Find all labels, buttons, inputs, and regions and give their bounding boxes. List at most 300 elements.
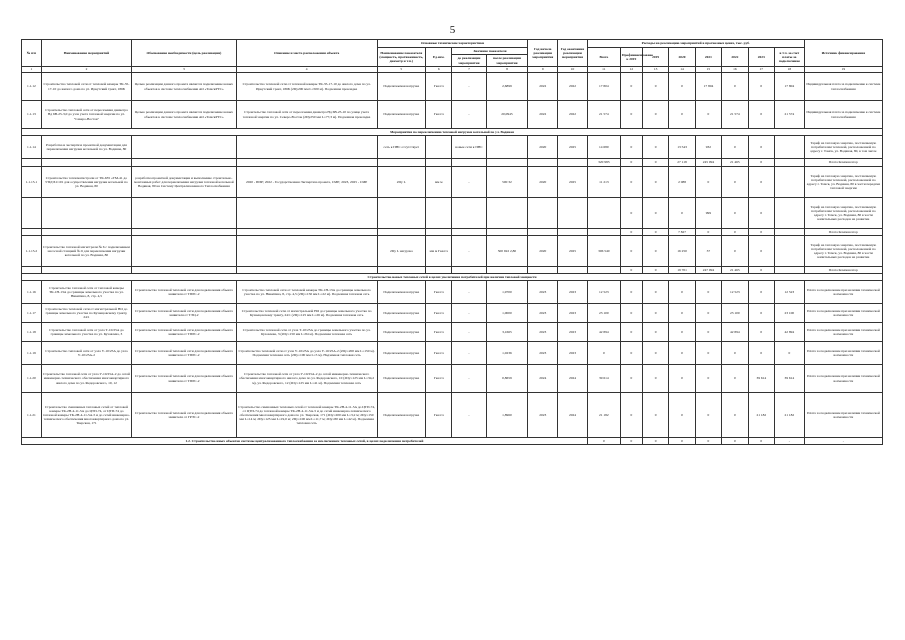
measure-name	[41, 267, 131, 274]
param-name: Подключаемая нагрузка	[377, 342, 425, 365]
year-start	[528, 159, 558, 167]
cost-2022: 0	[722, 73, 748, 101]
row-number: 1.1.21	[22, 393, 42, 438]
cost-2021: 0	[695, 304, 721, 323]
cost-2022: 0	[722, 365, 748, 393]
cost-2020: 0	[669, 101, 695, 129]
justification: Строительство тепловой тепловой сети для подключения объекта заявителя от ТПРС-2	[132, 323, 237, 342]
table-row	[22, 101, 883, 129]
column-number: 3	[132, 67, 237, 73]
cost-2019: 0	[642, 323, 668, 342]
table-row	[22, 342, 883, 365]
cost-2022: 0	[722, 393, 748, 438]
cost-financed: 0	[620, 438, 642, 445]
cost-total: 0	[587, 438, 620, 445]
financing-source: Плата за подключение при наличии технической возможности	[804, 342, 882, 365]
row-number	[22, 198, 42, 229]
header-unit: Ед.изм.	[426, 48, 452, 67]
cost-2023: 0	[748, 229, 774, 236]
justification	[132, 159, 237, 167]
param-name: Подключаемая нагрузка	[377, 393, 425, 438]
header-total: Всего	[587, 48, 620, 67]
justification: Целью реализации данного проекта является подключение новых объектов к системе теплоснабжения АО «ТомскРТС»	[132, 101, 237, 129]
cost-2023: 0	[748, 167, 774, 198]
column-number: 12	[620, 67, 642, 73]
row-number: 1.1.19	[22, 342, 42, 365]
year-start: 2023	[528, 393, 558, 438]
page-number: 5	[449, 24, 456, 36]
cost-connection-fee	[774, 198, 804, 229]
cost-2021: 0	[695, 438, 721, 445]
cost-2021: 247 094	[695, 267, 721, 274]
table-row	[22, 73, 883, 101]
value-before	[452, 229, 486, 236]
cost-financed: 0	[620, 73, 642, 101]
year-start: 2022	[528, 73, 558, 101]
cost-2022: 21 465	[722, 159, 748, 167]
param-name	[377, 267, 425, 274]
cost-total: 320 983	[587, 159, 620, 167]
row-number: 1.1.15.2	[22, 236, 42, 267]
column-number: 9	[528, 67, 558, 73]
cost-financed: 0	[620, 281, 642, 304]
justification: разработка проектной документации и выполнение строительно-монтажных работ для переключения нагрузки тепловой котельной Водяная, 80 на Систему Централизованного Теплоснабжения	[132, 167, 237, 198]
year-end: 2024	[558, 365, 588, 393]
measure-name	[41, 198, 131, 229]
unit: Гкал/ч	[426, 323, 452, 342]
cost-2022: 21 574	[722, 101, 748, 129]
table-row	[22, 236, 883, 267]
table-row	[22, 167, 883, 198]
cost-2022: 0	[722, 136, 748, 159]
header-y2020: 2020	[669, 48, 695, 67]
cost-2022: 0	[722, 342, 748, 365]
cost-2022: 23 100	[722, 304, 748, 323]
justification	[132, 229, 237, 236]
param-name: Подключаемая нагрузка	[377, 281, 425, 304]
cost-2020: 19 701	[669, 267, 695, 274]
description: 2020 - ПИР; 2022 - Государственная Экспертиза проекта, СМР; 2023, 2025 - СМР	[236, 167, 377, 198]
cost-2020: 0	[669, 342, 695, 365]
cost-total: 0	[587, 342, 620, 365]
param-name: Подключаемая нагрузка	[377, 101, 425, 129]
cost-2023: 0	[748, 323, 774, 342]
cost-2022: 42 894	[722, 323, 748, 342]
measure-name: Строительство тепловой сети от тепловой камеры ТК-35-17-10 до жилого дома по ул. Иркутский тракт, 186Б	[41, 73, 131, 101]
column-number: 14	[669, 67, 695, 73]
financing-source: Индивидуальная плата за подключение к системе теплоснабжения	[804, 101, 882, 129]
cost-2023: 0	[748, 236, 774, 267]
financing-source: Тариф на тепловую энергию, поставляемую потребителям тепловой, расположенной по адресу г. Томск, ул. Водяная, 80 в части капитальных расходов на развитие	[804, 198, 882, 229]
header-n: № п/п	[22, 40, 42, 67]
cost-total	[587, 267, 620, 274]
cost-connection-fee: 23 100	[774, 304, 804, 323]
header-value-before: до реализации мероприятия	[452, 55, 486, 67]
cost-total: 306 540	[587, 236, 620, 267]
cost-total: 39 614	[587, 365, 620, 393]
value-before: -	[452, 73, 486, 101]
header-value-after: после реализации мероприятия	[486, 55, 528, 67]
unit: Гкал/ч	[426, 365, 452, 393]
param-name: Подключаемая нагрузка	[377, 304, 425, 323]
cost-2021: 0	[695, 167, 721, 198]
cost-connection-fee	[774, 236, 804, 267]
financing-source: Тариф на тепловую энергию, поставляемую потребителям тепловой, расположенной по адресу г. Томск, ул. Водяная, 80, в том числе	[804, 136, 882, 159]
value-before: новые сети к ПНС	[452, 136, 486, 159]
header-tariff: в т.ч. за счет платы за подключение	[774, 48, 804, 67]
cost-total	[587, 229, 620, 236]
cost-2020: 2 088	[669, 167, 695, 198]
cost-connection-fee: 0	[774, 342, 804, 365]
measure-name: Строительство тепловой сети от узла Т-10/25А до границы земельного участка по ул. Кузовлева, 3	[41, 323, 131, 342]
description: Строительство тепловой сети от узла Т-10/25А до границы земельного участка по ул. Кузовлева, 3 (2Dу=150 мм L=84 м). Подземная тепловая сеть	[236, 323, 377, 342]
year-end: 2025	[558, 236, 588, 267]
cost-total: 12 523	[587, 281, 620, 304]
cost-2019: 0	[642, 342, 668, 365]
cost-2020: 0	[669, 393, 695, 438]
cost-total	[587, 198, 620, 229]
section-row	[22, 274, 883, 281]
cost-2020: 13 543	[669, 136, 695, 159]
measure-name	[41, 229, 131, 236]
row-number: 1.1.14	[22, 136, 42, 159]
unit: мм м Гкал/ч	[426, 236, 452, 267]
cost-financed: 0	[620, 365, 642, 393]
header-row-1	[22, 40, 883, 48]
row-number	[22, 159, 42, 167]
column-number: 17	[748, 67, 774, 73]
financing-source: Плата за подключение при наличии технической возможности	[804, 281, 882, 304]
year-end	[558, 229, 588, 236]
cost-2021: 0	[695, 342, 721, 365]
cost-2022: 0	[722, 438, 748, 445]
cost-2019: 0	[642, 198, 668, 229]
table-row	[22, 159, 883, 167]
cost-2022: 0	[722, 236, 748, 267]
column-number: 2	[41, 67, 131, 73]
value-after: 20,0945	[486, 101, 528, 129]
year-start	[528, 229, 558, 236]
unit: мм м	[426, 167, 452, 198]
value-before: -	[452, 304, 486, 323]
measure-name: Разработка и экспертиза проектной документации для переключения нагрузки котельной по ул. Водяная, 80	[41, 136, 131, 159]
measure-name: Строительство смешанных тепловых сетей от тепловой камеры ТК-2Н-4-11-5А до ЦТП-74, от ЦТП-74 до тепловой камеры ТК-2Н-4-11-5А-5 и до сетей инженерно-технического обеспечения многоквартирного дома по ул. Тверская, 171	[41, 393, 131, 438]
row-number: 1.1.18	[22, 323, 42, 342]
column-number: 7	[452, 67, 486, 73]
header-year-start: Год начала реализации мероприятия	[528, 40, 558, 67]
unit	[426, 159, 452, 167]
cost-2019: 0	[642, 281, 668, 304]
cost-2019: 0	[642, 304, 668, 323]
cost-2023: 0	[748, 281, 774, 304]
year-end: 2022	[558, 101, 588, 129]
cost-2020: 7 827	[669, 229, 695, 236]
section-row	[22, 129, 883, 136]
value-after	[486, 136, 528, 159]
cost-financed: 0	[620, 267, 642, 274]
unit: Гкал/ч	[426, 101, 452, 129]
value-after: 1,8960	[486, 393, 528, 438]
year-start	[528, 267, 558, 274]
column-number: 8	[486, 67, 528, 73]
cost-2022: 0	[722, 198, 748, 229]
cost-2023: 0	[748, 267, 774, 274]
value-before: -	[452, 236, 486, 267]
table-row	[22, 229, 883, 236]
section-title: Мероприятия по переключению тепловой нагрузки котельной по ул. Водяная	[22, 129, 883, 136]
header-year-end: Год окончания реализации мероприятия	[558, 40, 588, 67]
column-number: 18	[774, 67, 804, 73]
cost-financed: 0	[620, 304, 642, 323]
column-number: 16	[722, 67, 748, 73]
financing-source: Индивидуальная плата за подключение к системе теплоснабжения	[804, 73, 882, 101]
cost-2020: 27 118	[669, 159, 695, 167]
param-name	[377, 229, 425, 236]
unit: Гкал/ч	[426, 73, 452, 101]
financing-source: Плата за подключение при наличии технической возможности	[804, 304, 882, 323]
column-number: 13	[642, 67, 668, 73]
header-value-group: Значение показателя	[452, 48, 528, 55]
year-end: 2023	[558, 323, 588, 342]
row-number: 1.1.13	[22, 101, 42, 129]
cost-2023: 0	[748, 159, 774, 167]
table-row	[22, 198, 883, 229]
description	[236, 159, 377, 167]
cost-2020: 0	[669, 365, 695, 393]
year-end: 2023	[558, 342, 588, 365]
unit	[426, 229, 452, 236]
description: Строительство тепловой сети от тепловой камеры ТК-1Н-13А до границы земельного участка по ул. Никитина, 8, стр. 4,5 (2Dу=150 мм L=22 м). Подземная тепловая сеть	[236, 281, 377, 304]
param-name	[377, 159, 425, 167]
table-row	[22, 267, 883, 274]
unit	[426, 267, 452, 274]
value-after	[486, 159, 528, 167]
measure-name: Строительство тепловой сети от тепловой камеры ТК-1Н-13А до границы земельного участка по ул. Никитина, 8, стр. 4,5	[41, 281, 131, 304]
cost-total: 17 804	[587, 73, 620, 101]
param-name: Подключаемая нагрузка	[377, 73, 425, 101]
year-end	[558, 267, 588, 274]
row-number: 1.1.12	[22, 73, 42, 101]
cost-total: 14 680	[587, 136, 620, 159]
section-title: Строительство новых тепловых сетей в целях увеличения потребителей при наличии тепловой мощности	[22, 274, 883, 281]
cost-2019: 0	[642, 159, 668, 167]
measure-name	[41, 159, 131, 167]
cost-2022: 21 465	[722, 267, 748, 274]
header-y2022: 2022	[722, 48, 748, 67]
cost-2021: 932	[695, 136, 721, 159]
cost-connection-fee	[774, 167, 804, 198]
cost-2023: 0	[748, 101, 774, 129]
header-done: Профинансировано к 2019	[620, 48, 642, 67]
cost-connection-fee	[774, 267, 804, 274]
column-number: 10	[558, 67, 588, 73]
financing-source: Плата за подключение при наличии технической возможности	[804, 393, 882, 438]
justification: Строительство тепловой тепловой сети для подключения объекта заявителя от ТПРС-2	[132, 342, 237, 365]
measure-name: Строительство тепловой магистрали № 6 с подключением насосной станцией № 6 для переключения нагрузки котельной по ул. Водяная, 80	[41, 236, 131, 267]
cost-2020: 0	[669, 198, 695, 229]
cost-2022: 0	[722, 167, 748, 198]
cost-2021: 0	[695, 281, 721, 304]
description: Строительство тепловой сети от тепловой камеры ТК-35-17-10 до жилого дома по ул. Иркутский тракт, 186Б (2Dу200 мм L=500 м). Подземная прокладка	[236, 73, 377, 101]
cost-connection-fee: 42 894	[774, 323, 804, 342]
year-end: 2023	[558, 304, 588, 323]
value-after: 1,9700	[486, 281, 528, 304]
value-after: 0,8659	[486, 365, 528, 393]
footer-row	[22, 438, 883, 445]
cost-financed: 0	[620, 136, 642, 159]
cost-connection-fee	[774, 229, 804, 236]
cost-connection-fee: 21 182	[774, 393, 804, 438]
row-number: 1.1.17	[22, 304, 42, 323]
year-start: 2022	[528, 101, 558, 129]
unit	[426, 136, 452, 159]
value-after	[486, 198, 528, 229]
row-number	[22, 229, 42, 236]
column-number: 6	[426, 67, 452, 73]
cost-2019: 0	[642, 101, 668, 129]
cost-financed: 0	[620, 101, 642, 129]
header-y2019: 2019	[642, 48, 668, 67]
table-row	[22, 393, 883, 438]
cost-connection-fee: -	[774, 438, 804, 445]
cost-2021: 999	[695, 198, 721, 229]
value-before: -	[452, 167, 486, 198]
justification	[132, 198, 237, 229]
param-name: Подключаемая нагрузка	[377, 323, 425, 342]
financing-source: Плата Компенсатор	[804, 229, 882, 236]
cost-2019: 0	[642, 438, 668, 445]
justification: Строительство тепловой тепловой сети для подключения объекта заявителя от ТПРС-2	[132, 281, 237, 304]
param-name: Подключаемая нагрузка	[377, 365, 425, 393]
cost-2019: 0	[642, 267, 668, 274]
header-justification: Обоснование необходимости (цель реализации)	[132, 40, 237, 67]
header-name: Наименование мероприятий	[41, 40, 131, 67]
cost-2020: 0	[669, 281, 695, 304]
unit: Гкал/ч	[426, 281, 452, 304]
unit: Гкал/ч	[426, 304, 452, 323]
financing-source: -	[804, 438, 882, 445]
cost-connection-fee: 12 523	[774, 281, 804, 304]
cost-connection-fee: 21 574	[774, 101, 804, 129]
header-y2021: 2021	[695, 48, 721, 67]
year-start	[528, 198, 558, 229]
row-number: 1.1.15.1	[22, 167, 42, 198]
description	[236, 198, 377, 229]
cost-2019: 0	[642, 73, 668, 101]
cost-2020: 0	[669, 438, 695, 445]
param-name	[377, 198, 425, 229]
description	[236, 267, 377, 274]
cost-total: 21 182	[587, 393, 620, 438]
description: Строительство тепловой сети от пересечения диаметра Нд 6В-25-10 по улице учета тепловой энергии по ул. Северо-Восток (2Dу250 мм L=77,3 м). Подземная прокладка	[236, 101, 377, 129]
measure-name: Строительство тепловой сети от узла У-10/25А-2 до сетей инженерно-технического обеспечения многоквартирного жилого дома по ул. Федоровского, 10, 12	[41, 365, 131, 393]
value-after	[486, 229, 528, 236]
description: Строительство тепловой сети от узла У-10/25А до узла У-10/25А-2 (2Dу=200 мм L=150 м). Подземная тепловая сеть (2Dу=100 мм L=5 м). Надземная тепловая сеть	[236, 342, 377, 365]
year-start: 2023	[528, 323, 558, 342]
column-number: 19	[804, 67, 882, 73]
year-start: 2020	[528, 236, 558, 267]
row-number	[22, 267, 42, 274]
cost-2021: 37	[695, 236, 721, 267]
financing-source: Плата за подключение при наличии технической возможности	[804, 323, 882, 342]
value-after: 500 922 2,80	[486, 236, 528, 267]
table-row	[22, 323, 883, 342]
cost-2021: 0	[695, 229, 721, 236]
cost-2020: 0	[669, 323, 695, 342]
cost-financed: 0	[620, 167, 642, 198]
cost-financed: 0	[620, 236, 642, 267]
cost-2020: 0	[669, 304, 695, 323]
cost-connection-fee: 17 804	[774, 73, 804, 101]
measure-name: Строительство тепловой сети от пересечения диаметра Нд 6В-25-3,0 до узла учета тепловой энергии по ул. "Северо-Восток"	[41, 101, 131, 129]
financing-source: Тариф на тепловую энергию, поставляемую потребителям тепловой, расположенной по адресу г. Томск, ул. Водяная, 80 в части капитальных расходов на развитие	[804, 236, 882, 267]
cost-2019: 0	[642, 229, 668, 236]
column-number: 5	[377, 67, 425, 73]
year-start: 2023	[528, 281, 558, 304]
table-row	[22, 365, 883, 393]
description: Строительство смешанных тепловых сетей от тепловой камеры ТК-2Н-4-11-5А до ЦТП-74, от ЦТП-74 до тепловой камеры ТК-2Н-4-11-5А-5 и до сетей инженерно-технического обеспечения многоквартирного дома по ул. Тверская, 171 (2Dу=200 мм L=3,2 м; 2Dу=150 мм L=14 м; 2Dу=125 мм L=19,0 м; 2Dу=100 мм L=11,7 м; 2Dу=80 мм L=42 м). Подземная тепловая сеть	[236, 393, 377, 438]
column-number: 1	[22, 67, 42, 73]
year-end: 2025	[558, 167, 588, 198]
cost-financed: 0	[620, 159, 642, 167]
justification	[132, 136, 237, 159]
description	[236, 236, 377, 267]
justification: Строительство тепловой тепловой сети для подключения объекта заявителя от ТПРС-2	[132, 365, 237, 393]
financing-source: Тариф на тепловую энергию, поставляемую потребителям тепловой, расположенной по адресу г. Томск, ул. Водяная, 80 в части передачи тепловой энергии	[804, 167, 882, 198]
cost-2023: 0	[748, 438, 774, 445]
investment-program-table	[21, 39, 883, 445]
column-number: 4	[236, 67, 377, 73]
cost-2023: 0	[748, 304, 774, 323]
description: Строительство тепловой сети от магистральной НО до границы земельного участка по Кузнецовскому тракту, 24/1 (2Dу=125 мм L=26 м). Подземная тепловая сеть	[236, 304, 377, 323]
year-start: 2020	[528, 167, 558, 198]
year-start: 2020	[528, 136, 558, 159]
cost-2023: 0	[748, 198, 774, 229]
unit: Гкал/ч	[426, 342, 452, 365]
cost-financed: 0	[620, 342, 642, 365]
description	[236, 229, 377, 236]
financing-source: Плата Компенсатор	[804, 267, 882, 274]
cost-total: 21 574	[587, 101, 620, 129]
year-start: 2024	[528, 365, 558, 393]
header-y2023: 2023	[748, 48, 774, 67]
value-before: -	[452, 342, 486, 365]
cost-2023: 39 614	[748, 365, 774, 393]
measure-name: Строительство тепловой сети от магистральной НО до границы земельного участка по Кузнецовскому тракту, 24/1	[41, 304, 131, 323]
justification	[132, 236, 237, 267]
header-costs-group: Расходы на реализацию мероприятий в прогнозных ценах, тыс. руб.	[587, 40, 804, 48]
value-after: 1,0236	[486, 342, 528, 365]
unit	[426, 198, 452, 229]
cost-financed: 0	[620, 393, 642, 438]
cost-2021: 0	[695, 101, 721, 129]
value-after: 3,1665	[486, 323, 528, 342]
header-source: Источник финансирования	[804, 40, 882, 67]
description	[236, 136, 377, 159]
cost-financed: 0	[620, 229, 642, 236]
param-name: сеть к ПНС отсутствует	[377, 136, 425, 159]
cost-2022: 12 523	[722, 281, 748, 304]
description: Строительство тепловой сети от узла У-10/25А-2 до сетей инженерно-технического обеспечения многоквартирного жилого дома по ул. Федоровского, 10 (2Dу=125 мм L=34,2 м), ул. Федоровского, 12 (2Dу=125 мм L=41 м). Подземная тепловая сеть	[236, 365, 377, 393]
table-row	[22, 304, 883, 323]
value-before	[452, 267, 486, 274]
measure-name: Строительство тепловой сети от узла У-10/25А до узла У-10/25А-2	[41, 342, 131, 365]
cost-total: 42 894	[587, 323, 620, 342]
cost-2023: 0	[748, 73, 774, 101]
row-number: 1.1.16	[22, 281, 42, 304]
cost-2019: 0	[642, 236, 668, 267]
justification: Строительство тепловой тепловой сети для подключения объекта заявителя от ТЭЦ-2	[132, 304, 237, 323]
